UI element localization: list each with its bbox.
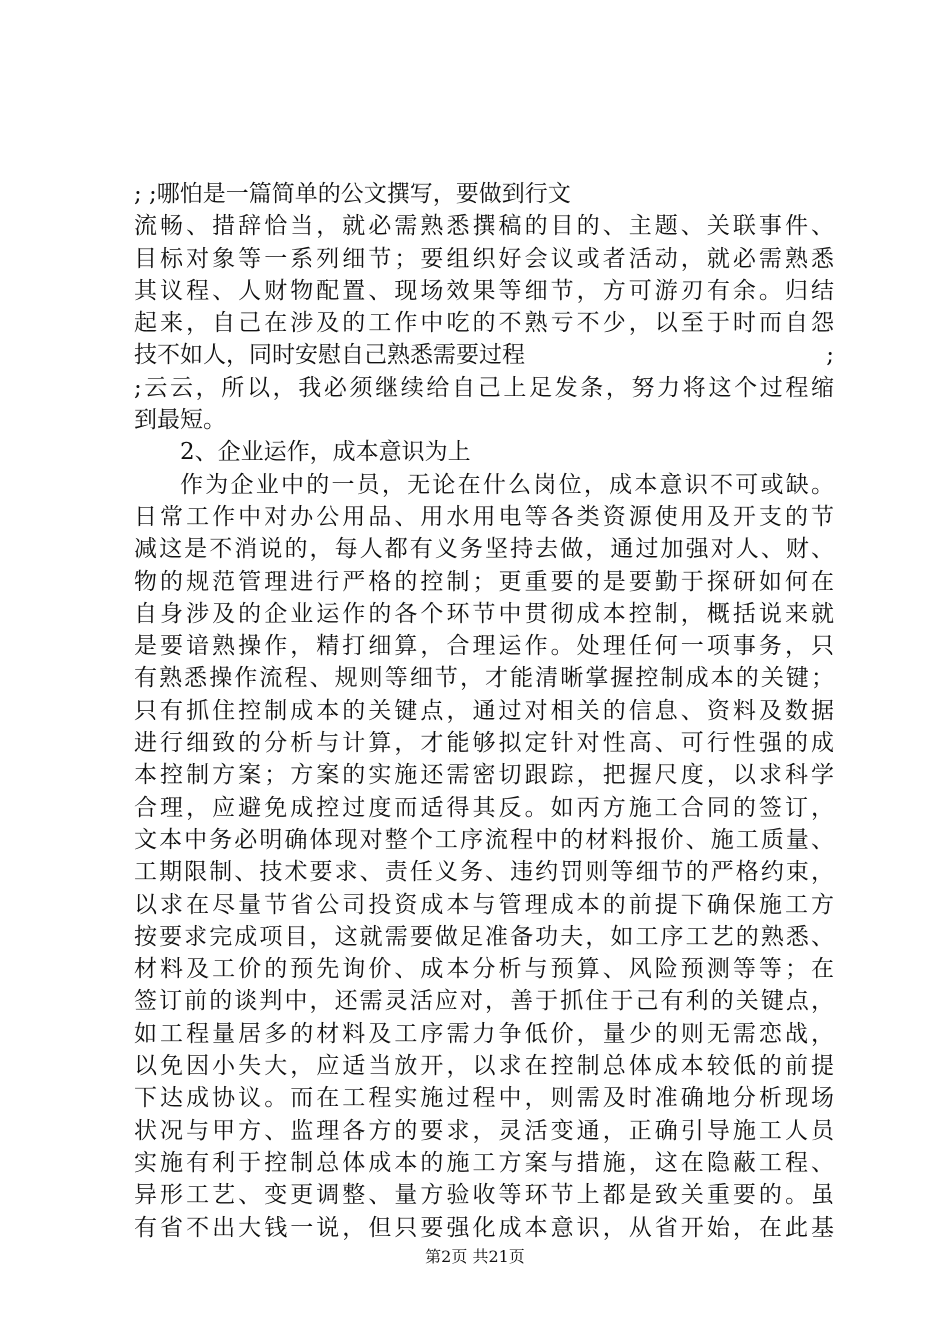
paragraph-line: 文本中务必明确体现对整个工序流程中的材料报价、施工质量、: [134, 826, 834, 853]
paragraph-line: [134, 339, 834, 371]
paragraph-line: ; ;哪怕是一篇简单的公文撰写，要做到行文: [134, 181, 571, 207]
paragraph-line: 合理，应避免成控过度而适得其反。如丙方施工合同的签订，: [134, 794, 834, 821]
paragraph-line: 起来，自己在涉及的工作中吃的不熟亏不少，以至于时而自怨: [134, 310, 834, 337]
paragraph-line: 下达成协议。而在工程实施过程中，则需及时准确地分析现场: [134, 1085, 834, 1112]
line-tail-text: ;: [826, 342, 834, 369]
paragraph-line: 进行细致的分析与计算，才能够拟定针对性高、可行性强的成: [134, 730, 834, 757]
paragraph-line: 材料及工价的预先询价、成本分析与预算、风险预测等等；在: [134, 956, 834, 983]
paragraph-line: 以免因小失大，应适当放开，以求在控制总体成本较低的前提: [134, 1053, 834, 1080]
paragraph-line: 2、企业运作，成本意识为上: [180, 439, 471, 466]
paragraph-line: 只有抓住控制成本的关键点，通过对相关的信息、资料及数据: [134, 697, 834, 724]
paragraph-line: 签订前的谈判中，还需灵活应对，善于抓住于己有利的关键点，: [134, 988, 834, 1015]
paragraph-line: 是要谙熟操作，精打细算，合理运作。处理任何一项事务，只: [134, 633, 834, 660]
paragraph-line: 按要求完成项目，这就需要做足准备功夫，如工序工艺的熟悉、: [134, 923, 834, 950]
paragraph-line: 减这是不消说的，每人都有义务坚持去做，通过加强对人、财、: [134, 536, 834, 563]
line-text: 技不如人，同时安慰自己熟悉需要过程: [134, 342, 525, 369]
paragraph-line: 实施有利于控制总体成本的施工方案与措施，这在隐蔽工程、: [134, 1149, 834, 1176]
paragraph-line: 自身涉及的企业运作的各个环节中贯彻成本控制，概括说来就: [134, 600, 834, 627]
paragraph-line: 状况与甲方、监理各方的要求，灵活变通，正确引导施工人员: [134, 1117, 834, 1144]
page-number-footer: 第2页 共21页: [425, 1247, 525, 1266]
paragraph-line: 有熟悉操作流程、规则等细节，才能清晰掌握控制成本的关键；: [134, 665, 834, 692]
paragraph-line: 异形工艺、变更调整、量方验收等环节上都是致关重要的。虽: [134, 1182, 834, 1209]
document-body: [134, 178, 834, 1244]
paragraph-line: 本控制方案；方案的实施还需密切跟踪，把握尺度，以求科学: [134, 762, 834, 789]
paragraph-line: ;云云，所以，我必须继续给自己上足发条，努力将这个过程缩: [134, 374, 834, 401]
paragraph-line: 作为企业中的一员，无论在什么岗位，成本意识不可或缺。: [180, 471, 834, 498]
paragraph-line: 日常工作中对办公用品、用水用电等各类资源使用及开支的节: [134, 503, 834, 530]
paragraph-line: 物的规范管理进行严格的控制；更重要的是要勤于探研如何在: [134, 568, 834, 595]
paragraph-line: 有省不出大钱一说，但只要强化成本意识，从省开始，在此基: [134, 1214, 834, 1241]
paragraph-line: 如工程量居多的材料及工序需力争低价，量少的则无需恋战，: [134, 1020, 834, 1047]
paragraph-line: 到最短。: [134, 407, 226, 434]
paragraph-line: 工期限制、技术要求、责任义务、违约罚则等细节的严格约束，: [134, 859, 834, 886]
paragraph-line: 目标对象等一系列细节；要组织好会议或者活动，就必需熟悉: [134, 245, 834, 272]
paragraph-line: 其议程、人财物配置、现场效果等细节，方可游刃有余。归结: [134, 277, 834, 304]
paragraph-line: 流畅、措辞恰当，就必需熟悉撰稿的目的、主题、关联事件、: [134, 213, 834, 240]
paragraph-line: 以求在尽量节省公司投资成本与管理成本的前提下确保施工方: [134, 891, 834, 918]
